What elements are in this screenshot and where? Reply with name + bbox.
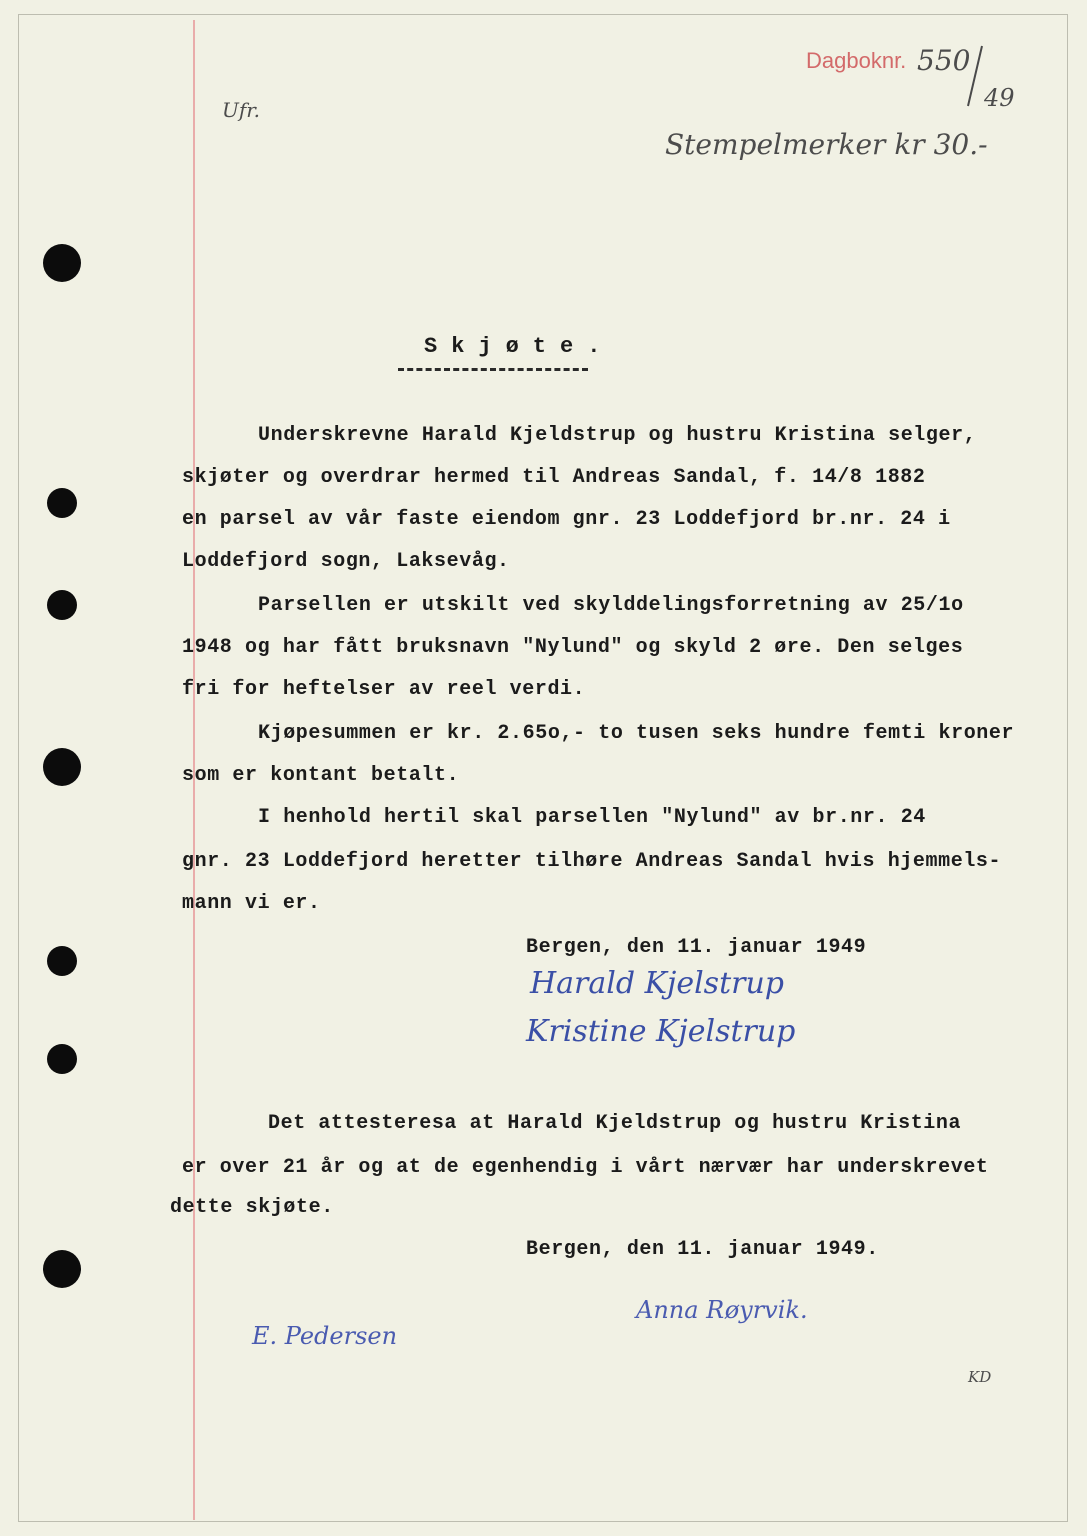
punch-hole: [47, 946, 77, 976]
punch-hole: [47, 488, 77, 518]
body-line: gnr. 23 Loddefjord heretter tilhøre Andreas Sandal hvis hjemmels-: [182, 850, 1002, 873]
page-border: [18, 14, 1068, 1522]
signature-kristine: Kristine Kjelstrup: [526, 1014, 796, 1049]
body-line: fri for heftelser av reel verdi.: [182, 678, 586, 701]
attest-line: er over 21 år og at de egenhendig i vårt nærvær har underskrevet: [182, 1156, 989, 1179]
body-line: mann vi er.: [182, 892, 321, 915]
signature-harald: Harald Kjelstrup: [530, 966, 784, 1001]
document-title: Skjøte.: [424, 334, 615, 359]
punch-hole: [47, 1044, 77, 1074]
body-line: som er kontant betalt.: [182, 764, 460, 787]
punch-hole: [43, 748, 81, 786]
title-underline: [398, 368, 588, 371]
attest-line: dette skjøte.: [170, 1196, 334, 1219]
diary-number: 550: [917, 44, 971, 77]
witness-signature: E. Pedersen: [252, 1322, 398, 1350]
witness-signature: Anna Røyrvik.: [636, 1296, 808, 1324]
place-date: Bergen, den 11. januar 1949.: [526, 1238, 879, 1261]
pencil-abbreviation: Ufr.: [222, 98, 260, 122]
body-line: Loddefjord sogn, Laksevåg.: [182, 550, 510, 573]
place-date: Bergen, den 11. januar 1949: [526, 936, 867, 959]
body-line: Parsellen er utskilt ved skylddelingsforretning av 25/1o: [258, 594, 964, 617]
body-line: I henhold hertil skal parsellen "Nylund" av br.nr. 24: [258, 806, 926, 829]
body-line: Underskrevne Harald Kjeldstrup og hustru Kristina selger,: [258, 424, 977, 447]
punch-hole: [43, 1250, 81, 1288]
clerk-initials: KD: [968, 1368, 992, 1386]
diary-year: 49: [984, 84, 1015, 112]
body-line: skjøter og overdrar hermed til Andreas Sandal, f. 14/8 1882: [182, 466, 926, 489]
stamp-fee-note: Stempelmerker kr 30.-: [665, 128, 988, 161]
body-line: Kjøpesummen er kr. 2.65o,- to tusen seks hundre femti kroner: [258, 722, 1015, 745]
punch-hole: [47, 590, 77, 620]
attest-line: Det attesteresa at Harald Kjeldstrup og hustru Kristina: [268, 1112, 962, 1135]
body-line: en parsel av vår faste eiendom gnr. 23 Loddefjord br.nr. 24 i: [182, 508, 951, 531]
body-line: 1948 og har fått bruksnavn "Nylund" og skyld 2 øre. Den selges: [182, 636, 964, 659]
punch-hole: [43, 244, 81, 282]
diary-stamp-label: Dagboknr.: [806, 48, 907, 73]
